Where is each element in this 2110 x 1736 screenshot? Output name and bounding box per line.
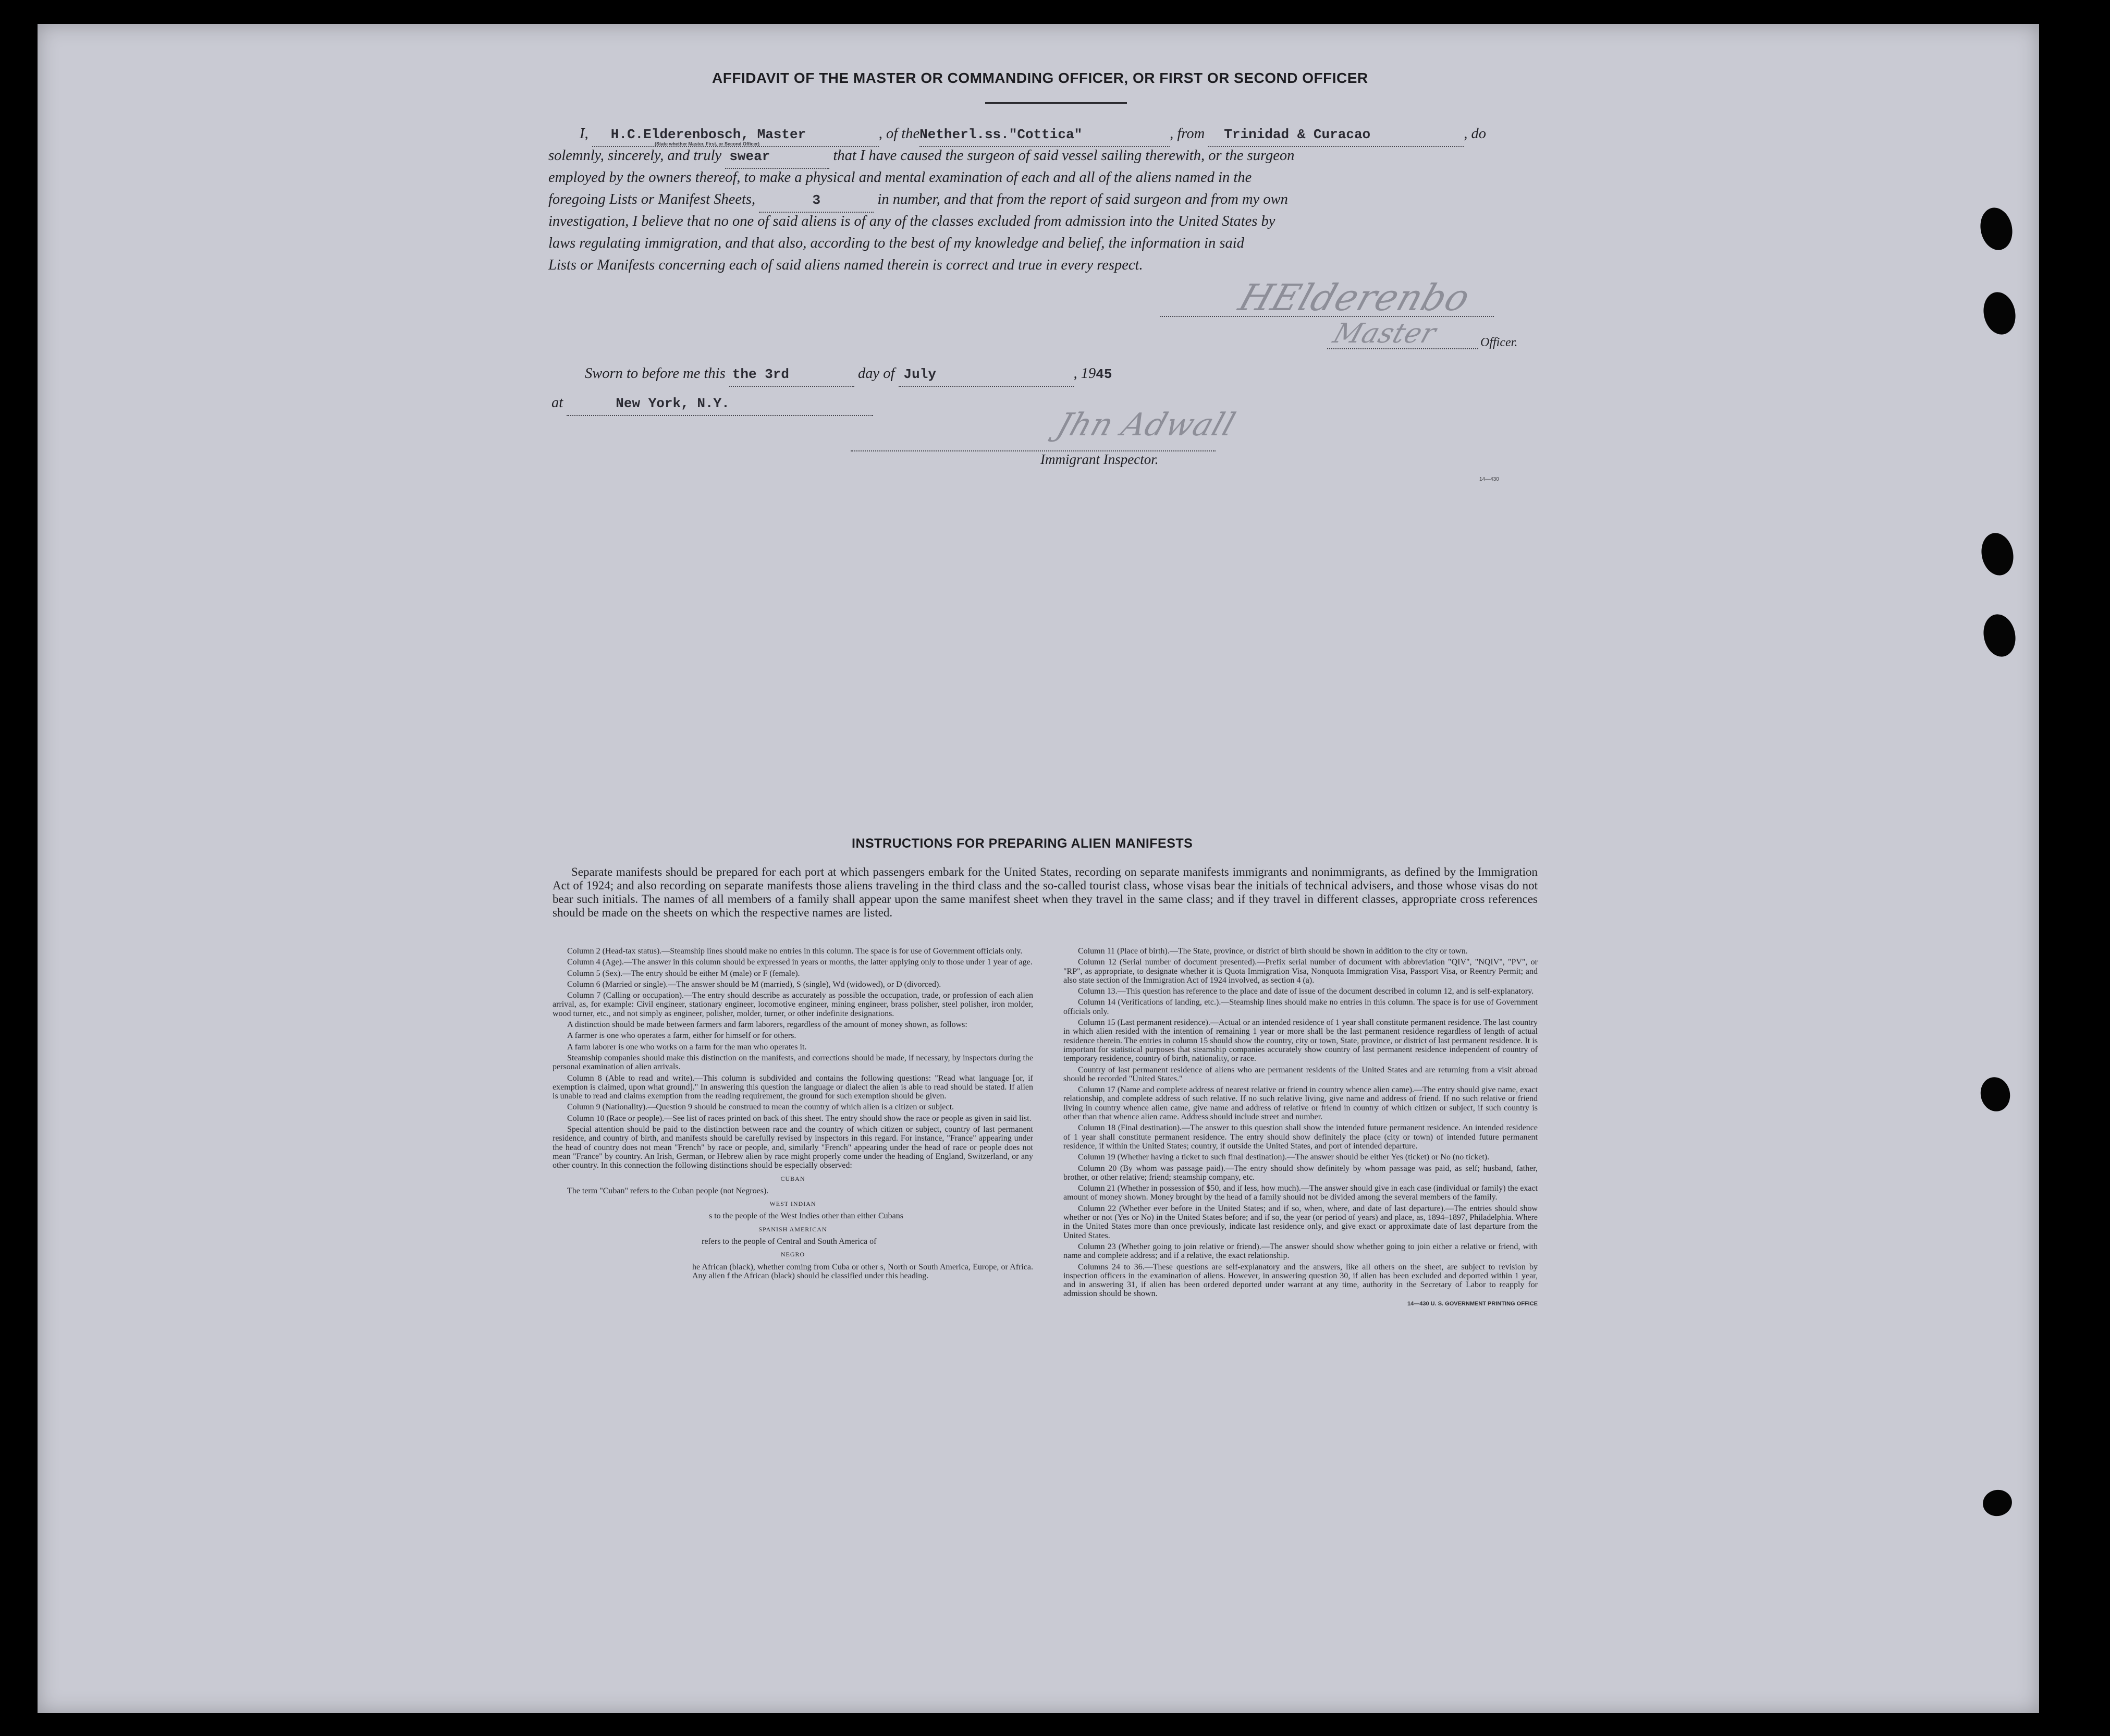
instructions-intro: Separate manifests should be prepared for each port at which passengers embark for the United States, recording on separate manifests immigrants and nonimmigrants, as defined by the Immigration Act of 1924; and also recording on separate manifests those aliens traveling in the third class and the so-called tourist class, whose visas bear the initials of technical advisers, and those whose visas do not bear such initials. The names of all members of a family shall appear upon the same manifest sheet when they travel in the same class; and if they travel in different classes, appropriate cross references should be made on the sheets on which the respective names are listed.: [553, 865, 1538, 919]
affidavit-line-3: employed by the owners thereof, to make a physical and mental examination of each and all of the aliens named in the: [548, 169, 1252, 186]
instruction-paragraph: Column 19 (Whether having a ticket to such final destination).—The answer should be either Yes (ticket) or No (no ticket).: [1078, 1153, 1490, 1162]
officer-note: (State whether Master, First, or Second Officer): [655, 141, 760, 146]
instruction-paragraph: Column 4 (Age).—The answer in this column should be expressed in years or months, the latter applying only to those under 1 year of age.: [567, 958, 1033, 967]
affidavit-line-2: solemnly, sincerely, and truly swear that I have caused the surgeon of said vessel sailing therewith, or the surgeon: [548, 145, 1294, 169]
instruction-paragraph: Columns 24 to 36.—These questions are self-explanatory and the answers, like all others on the sheet, are subject to revision by inspection officers in the examination of aliens. However, in answering question 30, if alien has been excluded and deported within 1 year, and in answering 31, if alien has been ordered deported under warrant at any time, authority in the Secretary of Labor to reapply for admission should be shown.: [1063, 1262, 1538, 1299]
heading-cuban: CUBAN: [780, 1175, 805, 1182]
sheet-count-field: 3: [812, 192, 821, 208]
instruction-paragraph: Steamship companies should make this distinction on the manifests, and corrections should be made, if necessary, by inspectors during the personal examination of alien arrivals.: [553, 1053, 1033, 1072]
instruction-paragraph: Column 18 (Final destination).—The answer to this question shall show the intended future permanent residence. An intended residence of 1 year shall constitute permanent residence. The entry should show definitely the place (city or town) of intended future permanent residence, if within the United States; country, if outside the United States, and port of intended departure.: [1063, 1123, 1538, 1151]
instruction-paragraph: Column 9 (Nationality).—Question 9 should be construed to mean the country of which alien is a citizen or subject.: [567, 1103, 954, 1112]
instruction-paragraph: Column 20 (By whom was passage paid).—The entry should show definitely by whom passage was paid, as self; husband, father, brother, or other relative; friend; steamship company, etc.: [1063, 1164, 1538, 1182]
instructions-title: INSTRUCTIONS FOR PREPARING ALIEN MANIFESTS: [852, 836, 1193, 851]
instruction-paragraph: Column 12 (Serial number of document presented).—Prefix serial number of document with abbreviation "QIV", "NQIV", "PV", or "RP", as appropriate, to designate whether it is Quota Immigration Visa, Nonquota Immigration Visa, Passport Visa, or Reentry Permit; and also state section of the Immigration Act of 1924 involved, as section 4 (a).: [1063, 958, 1538, 985]
heading-spanish-american: SPANISH AMERICAN: [758, 1225, 827, 1233]
affidavit-title: AFFIDAVIT OF THE MASTER OR COMMANDING OFFICER, OR FIRST OR SECOND OFFICER: [712, 70, 1368, 86]
instructions-right-column: [1063, 947, 1538, 1309]
instruction-paragraph: A farmer is one who operates a farm, either for himself or for others.: [567, 1031, 796, 1041]
west-indian-text: s to the people of the West Indies other than either Cubans: [709, 1212, 903, 1221]
instruction-paragraph: Column 5 (Sex).—The entry should be either M (male) or F (female).: [567, 969, 800, 978]
instruction-paragraph: Column 10 (Race or people).—See list of races printed on back of this sheet. The entry should show the race or people as given in said list.: [567, 1114, 1032, 1123]
instruction-paragraph: Special attention should be paid to the distinction between race and the country of which citizen or subject, country of last permanent residence, and country of birth, and manifests should be carefully revised by inspectors in this regard. For instance, "France" appearing under the head of country does not mean "French" by race or people, and, similarly "French" appearing under the head of race or people does not mean "France" by country. An Irish, German, or Hebrew alien by race might properly come under the heading of England, Switzerland, or any other country. In this connection the following distinctions should be especially observed:: [553, 1125, 1033, 1170]
instruction-paragraph: A distinction should be made between farmers and farm laborers, regardless of the amount of money shown, as follows:: [567, 1020, 967, 1030]
place-field: New York, N.Y.: [616, 396, 730, 411]
signature-line: [1160, 316, 1494, 317]
instruction-paragraph: Column 2 (Head-tax status).—Steamship lines should make no entries in this column. The space is for use of Government officials only.: [567, 947, 1023, 956]
instruction-paragraph: Column 7 (Calling or occupation).—The entry should describe as accurately as possible the occupation, trade, or profession of each alien arrival, as, for example: Civil engineer, stationary engineer, locomotive engineer, mining engineer, brass polisher, steel polisher, iron molder, wood turner, etc., and not simply as engineer, polisher, molder, turner, or other indefinite designations.: [553, 991, 1033, 1018]
spanish-american-text: refers to the people of Central and South America of: [702, 1237, 877, 1246]
printing-office-footer: 14—430 U. S. GOVERNMENT PRINTING OFFICE: [1407, 1300, 1538, 1307]
vessel-field: Netherl.ss."Cottica": [919, 127, 1083, 142]
cuban-text: The term "Cuban" refers to the Cuban people (not Negroes).: [567, 1186, 769, 1195]
affidavit-line-1: I, H.C.Elderenbosch, Master , of theNetherl.ss."Cottica" , from Trinidad & Curacao , do: [580, 123, 1486, 147]
instruction-paragraph: Column 22 (Whether ever before in the United States; and if so, when, where, and date of last departure).—The entries should show whether or not (Yes or No) in the United States before; and if so, the year (or period of years) and place, as, 1894–1897, Philadelphia. Where in the United States more than once previously, indicate last residence only, and give exact or approximate date of last departure from the United States.: [1063, 1204, 1538, 1240]
officer-line: [1327, 348, 1478, 349]
inspector-label: Immigrant Inspector.: [1040, 451, 1159, 467]
master-name-field: H.C.Elderenbosch, Master: [610, 127, 806, 142]
affidavit-line-5: investigation, I believe that no one of said aliens is of any of the classes excluded from admission into the United States by: [548, 213, 1275, 229]
place-line: at New York, N.Y.: [551, 392, 873, 416]
instruction-paragraph: A farm laborer is one who works on a farm for the man who operates it.: [567, 1042, 807, 1052]
sworn-line: Sworn to before me this the 3rd day of July , 1945: [585, 363, 1112, 387]
instruction-paragraph: Column 15 (Last permanent residence).—Actual or an intended residence of 1 year shall constitute permanent residence. The last country in which alien resided with the intention of remaining 1 year or more shall be the last permanent residence regardless of length of actual residence therein. The entries in column 15 should show the country, city or town, State, province, or district of last permanent residence. It is important for statistical purposes that steamship companies accurately show country of last permanent residence independent of country of temporary residence, country of birth, nationality, or race.: [1063, 1018, 1538, 1063]
port-from-field: Trinidad & Curacao: [1224, 127, 1371, 142]
instruction-paragraph: Column 17 (Name and complete address of nearest relative or friend in country whence alien came).—The entry should give name, exact relationship, and complete address of such relative. If no such relative living, give name and address of friend. If no such relative or friend living in country whence alien came, give name and address of relative or friend in country of which citizen or subject, if such country is other than that whence alien came. Address should include street and number.: [1063, 1085, 1538, 1122]
inspector-signature: Jhn Adwall: [1052, 407, 1241, 443]
instruction-paragraph: Column 23 (Whether going to join relative or friend).—The answer should show whether going to join either a relative or friend, with name and complete address; and if a relative, the exact relationship.: [1063, 1242, 1538, 1261]
master-signature: HElderenbo: [1233, 276, 1476, 319]
heading-west-indian: WEST INDIAN: [769, 1200, 816, 1208]
title-underline: [985, 102, 1127, 104]
master-rank-signature: Master: [1329, 318, 1441, 349]
instruction-paragraph: Column 6 (Married or single).—The answer should be M (married), S (single), Wd (widowed), or D (divorced).: [567, 980, 941, 989]
instruction-paragraph: Column 8 (Able to read and write).—This column is subdivided and contains the following questions: "Read what language [or, if exemption is claimed, upon what ground]." In answering this question the language or dialect the alien is able to read should be stated. If alien is unable to read and claims exemption from the reading requirement, the ground for such exemption should be given.: [553, 1073, 1033, 1101]
instruction-paragraph: Column 11 (Place of birth).—The State, province, or district of birth should be shown in addition to the city or town.: [1078, 947, 1468, 956]
officer-label: Officer.: [1480, 336, 1518, 349]
instructions-left-column: [553, 947, 1033, 1282]
sworn-year-field: 45: [1096, 366, 1112, 382]
inspector-line: [851, 450, 1216, 451]
affidavit-line-7: Lists or Manifests concerning each of said aliens named therein is correct and true in every respect.: [548, 257, 1143, 273]
sworn-day-field: the 3rd: [732, 366, 790, 382]
sworn-month-field: July: [903, 366, 936, 382]
instruction-paragraph: Column 14 (Verifications of landing, etc.).—Steamship lines should make no entries in this column. The space is for use of Government officials only.: [1063, 998, 1538, 1016]
heading-negro: NEGRO: [780, 1251, 805, 1258]
negro-text: he African (black), whether coming from Cuba or other s, North or South America, Europe, or Africa. Any alien f the African (black) should be classified under this heading.: [692, 1262, 1033, 1280]
instruction-paragraph: Column 21 (Whether in possession of $50, and if less, how much).—The answer should give in each case (individual or family) the exact amount of money shown. Money brought by the head of a family should not be divided among the several members of the family.: [1063, 1184, 1538, 1202]
affidavit-line-4: foregoing Lists or Manifest Sheets, 3 in number, and that from the report of said surgeon and from my own: [548, 189, 1288, 213]
form-code: 14—430: [1479, 476, 1499, 482]
instruction-paragraph: Column 13.—This question has reference to the place and date of issue of the document described in column 12, and is self-explanatory.: [1078, 987, 1534, 996]
affidavit-line-6: laws regulating immigration, and that also, according to the best of my knowledge and belief, the information in said: [548, 235, 1244, 251]
oath-word-field: swear: [729, 149, 770, 164]
instruction-paragraph: Country of last permanent residence of aliens who are permanent residents of the United States and are returning from a visit abroad should be recorded "United States.": [1063, 1065, 1538, 1083]
